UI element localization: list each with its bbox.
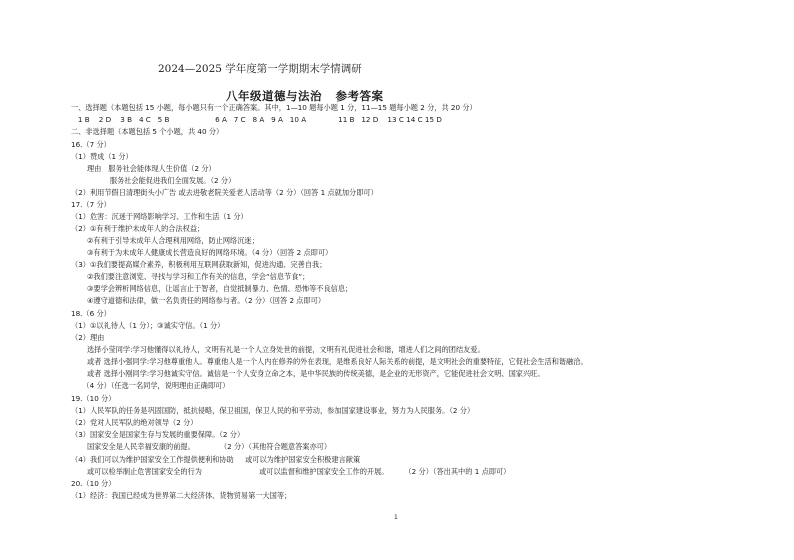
answer-line: （2）①有利于维护未成年人的合法权益； [71,224,205,233]
answer-line: 服务社会能促进我们全面发展。（2 分） [71,176,236,185]
answer-line: 17.（7 分） [71,200,111,209]
page-number: 1 [394,514,398,521]
answer-line: （4 分）（任选一名同学，说明理由正确即可） [71,381,230,390]
answer-line: （2）理由 [71,333,105,342]
answer-line: （1）赞成（1 分） [71,152,133,161]
answer-line: （1）经济：我国已经成为世界第二大经济体、货物贸易第一大国等； [71,491,292,500]
document-title: 2024—2025 学年度第一学期期末学情调研 [158,63,362,75]
answer-line: ③要学会辨析网络信息，让谣言止于智者，自觉抵制暴力、色情、恐怖等不良信息； [71,284,353,293]
answer-line: （1）①以礼待人（1 分）；③诚实守信。（1 分） [71,321,225,330]
answer-line: 20.（10 分） [71,479,116,488]
answer-line: ②有利于引导未成年人合理利用网络，防止网络沉迷； [71,236,259,245]
answer-line: （4）我们可以为维护国家安全工作提供便利和协助 或可以为维护国家安全积极建言献策 [71,455,361,464]
answer-line: （1）人民军队的任务是巩固国防，抵抗侵略，保卫祖国，保卫人民的和平劳动，参加国家建设事业，努力为人民服务。（2 分） [71,406,475,415]
answer-line: ④遵守道德和法律，做一名负责任的网络参与者。（2 分）（回答 2 点即可） [71,296,326,305]
answer-line: 理由 服务社会能体现人生价值（2 分） [71,164,216,173]
answer-line: ②我们要注意浏览、寻找与学习和工作有关的信息，学会“信息节食”； [71,272,310,281]
answer-line: 一、选择题（本题包括 15 小题，每小题只有一个正确答案。其中，1—10 题每小题 1 分，11—15 题每小题 2 分，共 20 分） [71,103,477,112]
answer-line: （2）利用节假日清理街头小广告 或去进敬老院关爱老人活动等（2 分）（回答 1 点就加分即可） [71,188,378,197]
answer-line: 18.（6 分） [71,309,111,318]
answer-line: （3）①我们要提高媒介素养，积极利用互联网获取新知，促进沟通、完善自我； [71,260,327,269]
answer-line: 选择小莹同学:学习他懂得以礼待人，文明有礼是一个人立身处世的前提，文明有礼促进社会和谐，增进人们之间的团结友爱。 [71,345,485,354]
answer-line: 1 B 2 D 3 B 4 C 5 B 6 A 7 C 8 A 9 A 10 A 11 B 12 D 13 C 14 C 15 D [71,115,442,124]
answer-line: 或者 选择小刚同学:学习他诚实守信。诚信是一个人安身立命之本，是中华民族的传统美德，是企业的无形资产，它能促进社会文明、国家兴旺。 [71,369,545,378]
answer-line: 或者 选择小强同学:学习他尊重他人。尊重他人是一个人内在修养的外在表现，是维系良好人际关系的前提，是文明社会的重要特征，它促社会生活和谐融洽。 [71,357,588,366]
answer-line: 国家安全是人民幸福安康的前提。 （2 分）（其他符合题意答案亦可） [71,442,332,451]
answer-line: （2）党对人民军队的绝对领导（2 分） [71,418,198,427]
answer-line: ③有利于为未成年人健康成长营造良好的网络环境。（4 分）（回答 2 点即可） [71,248,333,257]
answer-line: （3）国家安全是国家生存与发展的重要保障。（2 分） [71,430,245,439]
document-subtitle: 八年级道德与法治 参考答案 [226,89,384,103]
answer-line: 16.（7 分） [71,140,111,149]
answer-line: 或可以检举制止危害国家安全的行为 或可以监督和维护国家安全工作的开展。 （2 分）（答出其中的 1 点即可） [71,467,511,476]
answer-line: 二、非选择题（本题包括 5 个小题，共 40 分） [71,127,224,136]
answer-line: （1）危害：沉迷于网络影响学习、工作和生活（1 分） [71,212,248,221]
answer-line: 19.（10 分） [71,394,116,403]
